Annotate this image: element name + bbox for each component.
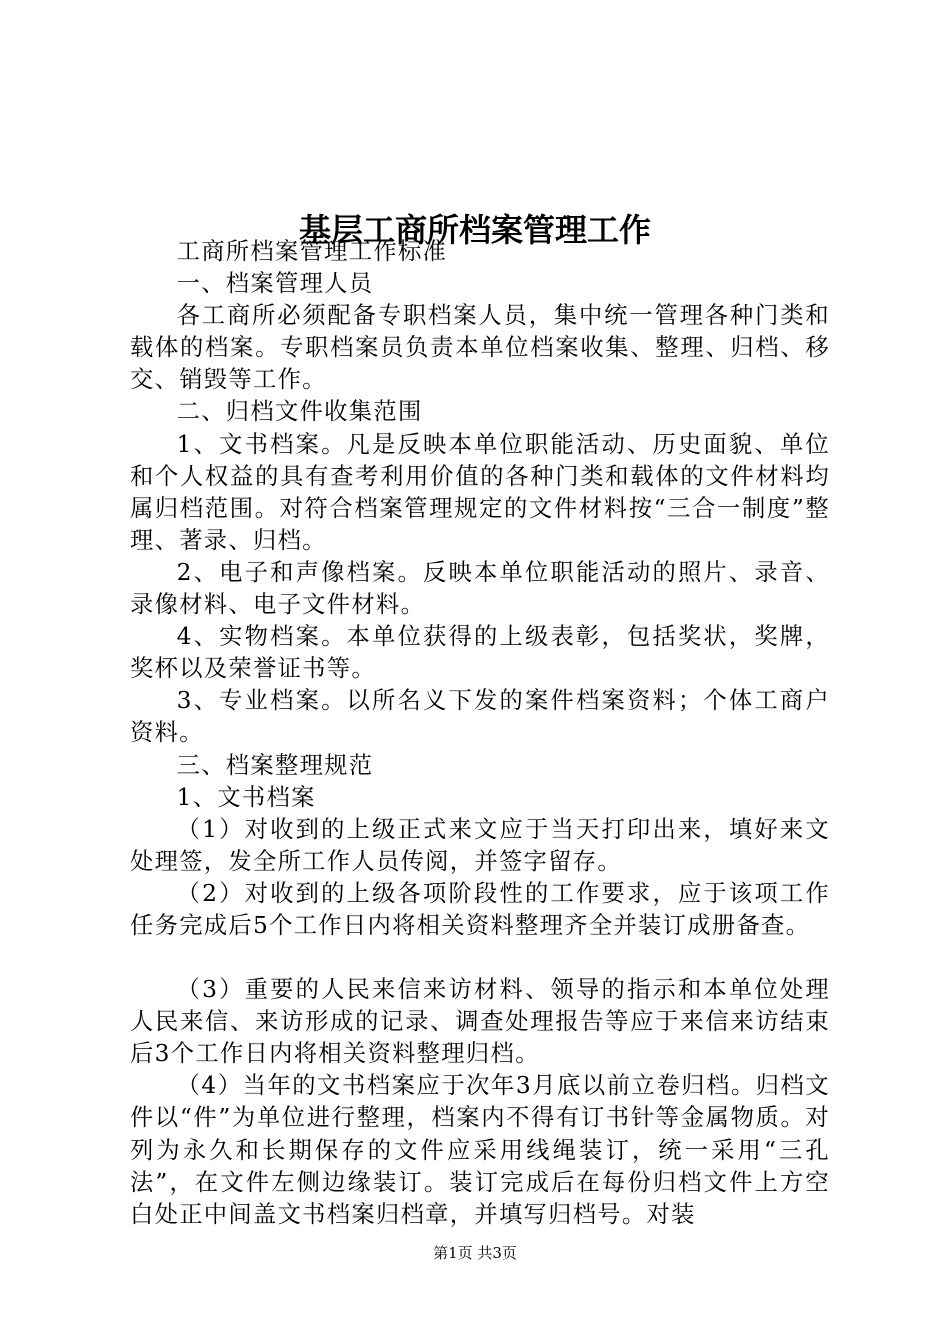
paragraph-standard-title: 工商所档案管理工作标准 [176, 238, 448, 265]
paragraph: （2）对收到的上级各项阶段性的工作要求，应于该项工作任务完成后5个工作日内将相关资料整理齐全并装订成册备查。 [130, 879, 830, 939]
section-heading-1: 一、档案管理人员 [176, 270, 374, 298]
paragraph: 1、文书档案。凡是反映本单位职能活动、历史面貌、单位和个人权益的具有查考利用价值的各种门类和载体的文件材料均属归档范围。对符合档案管理规定的文件材料按“三合一制度”整理、著录、归档。 [130, 430, 830, 554]
paragraph: 各工商所必须配备专职档案人员，集中统一管理各种门类和载体的档案。专职档案员负责本单位档案收集、整理、归档、移交、销毁等工作。 [130, 302, 830, 394]
blank-line [130, 942, 830, 974]
section-heading-3: 三、档案整理规范 [176, 751, 374, 779]
paragraph: （1）对收到的上级正式来文应于当天打印出来，填好来文处理签，发全所工作人员传阅，并签字留存。 [130, 815, 830, 875]
document-title: 基层工商所档案管理工作 [298, 211, 651, 250]
paragraph: （4）当年的文书档案应于次年3月底以前立卷归档。归档文件以“件”为单位进行整理，档案内不得有订书针等金属物质。对列为永久和长期保存的文件应采用线绳装订，统一采用“三孔法”，在文件左侧边缘装订。装订完成后在每份归档文件上方空白处正中间盖文书档案归档章，并填写归档号。对装 [130, 1072, 830, 1228]
subsection-heading: 1、文书档案 [176, 783, 316, 811]
paragraph: 4、实物档案。本单位获得的上级表彰，包括奖状，奖牌，奖杯以及荣誉证书等。 [130, 623, 830, 683]
paragraph: （3）重要的人民来信来访材料、领导的指示和本单位处理人民来信、来访形成的记录、调查处理报告等应于来信来访结束后3个工作日内将相关资料整理归档。 [130, 976, 830, 1068]
paragraph: 3、专业档案。以所名义下发的案件档案资料；个体工商户资料。 [130, 687, 830, 747]
page-footer: 第1页 共3页 [433, 1244, 517, 1262]
document-body [130, 236, 830, 1231]
paragraph: 2、电子和声像档案。反映本单位职能活动的照片、录音、录像材料、电子文件材料。 [130, 558, 830, 619]
section-heading-2: 二、归档文件收集范围 [176, 398, 423, 426]
